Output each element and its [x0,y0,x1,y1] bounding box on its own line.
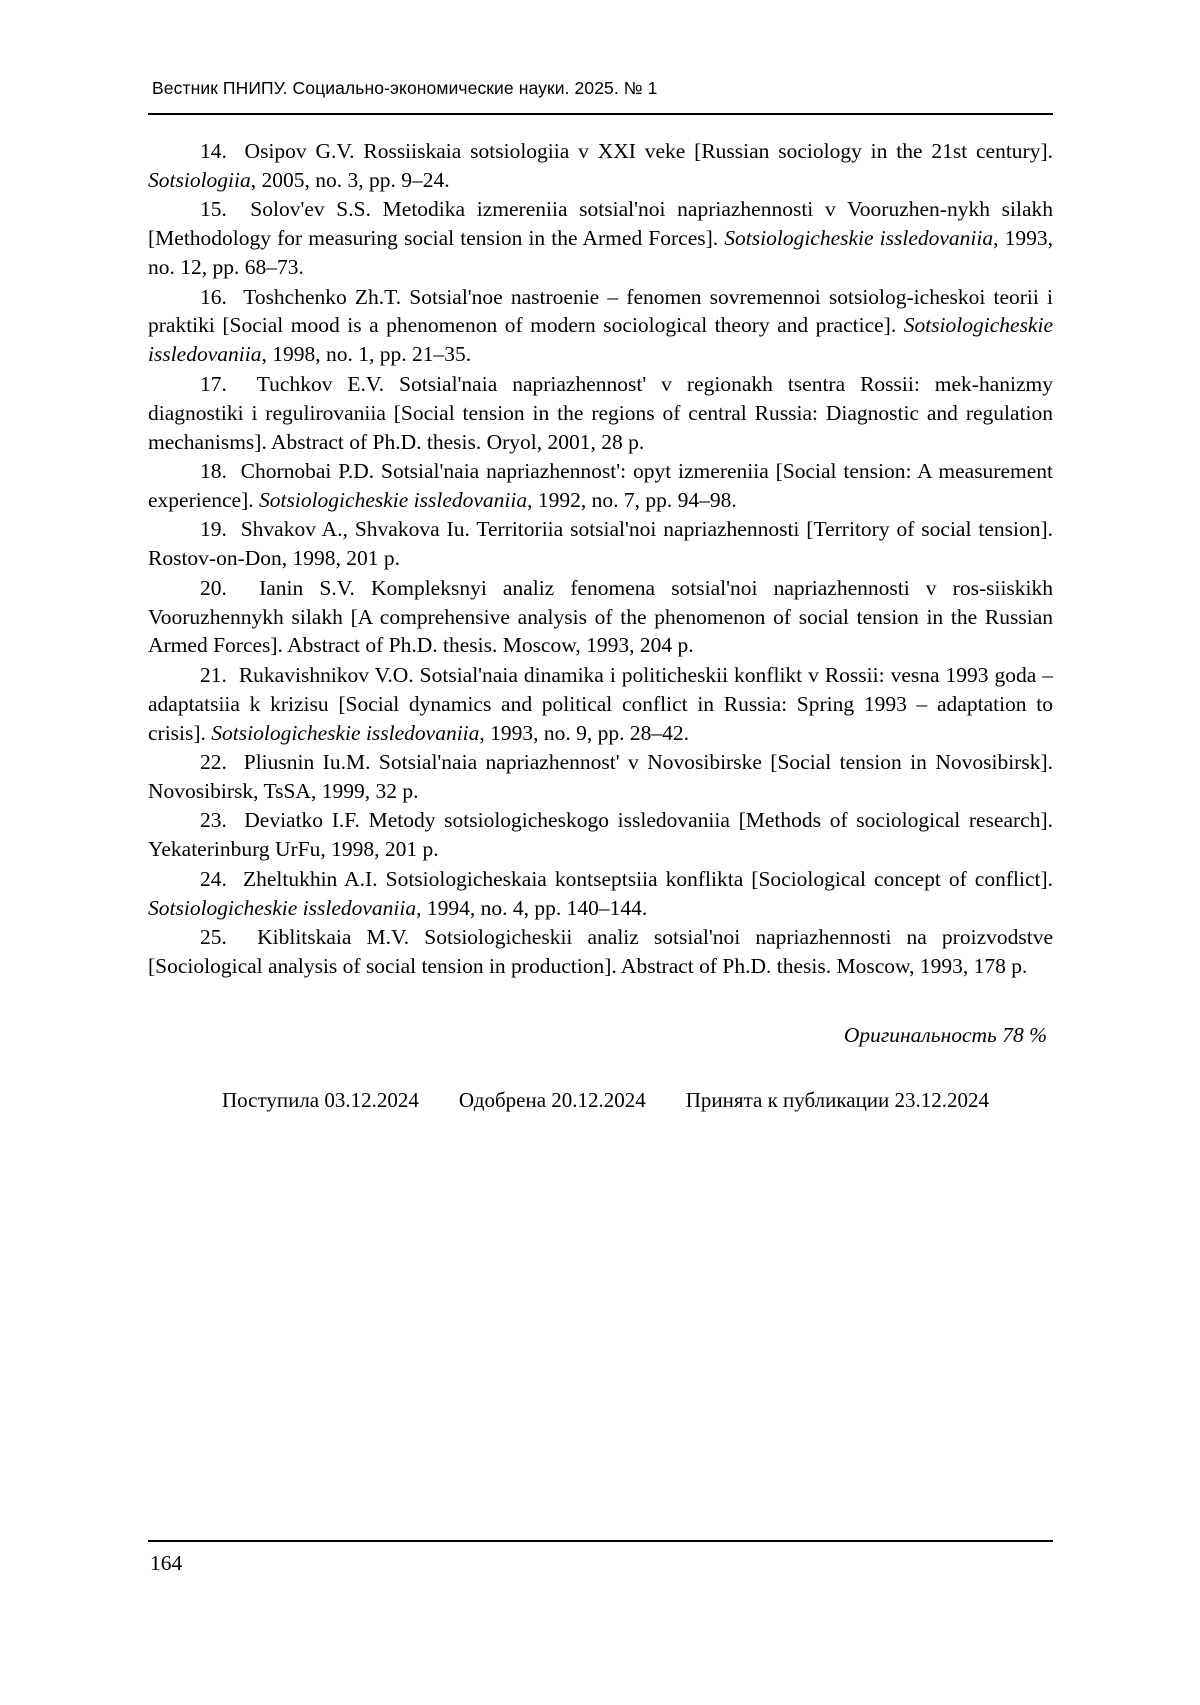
reference-text: Rukavishnikov V.O. Sotsial'naia dinamika i politicheskii konflikt v Rossii: vesna 1993 goda – adaptatsiia k krizisu [Social dynamics and political conflict in Russia: Spring 1993 – adaptation to crisis]. Sotsiologicheskie issledovaniia, 1993, no. 9, pp. 28–42. [148,662,1054,745]
page-content [148,78,1053,1113]
reference-number: 23. [200,808,227,833]
reference-text: Tuchkov E.V. Sotsial'naia napriazhennost' v regionakh tsentra Rossii: mek-hanizmy diagnostiki i regulirovaniia [Social tension in the regions of central Russia: Diagnostic and regulation mechanisms]. Abstract of Ph.D. thesis. Oryol, 2001, 28 p. [148,371,1053,454]
reference-text: Kiblitskaia M.V. Sotsiologicheskii analiz sotsial'noi napriazhennosti na proizvodstve [Sociological analysis of social tension in production]. Abstract of Ph.D. thesis. Moscow, 1993, 178 p. [148,924,1053,978]
reference-number: 17. [200,371,227,396]
reference-number: 15. [200,197,227,222]
reference-number: 20. [200,575,227,600]
reference-item [148,283,1053,370]
page-number: 164 [150,1551,183,1575]
reference-text: Ianin S.V. Kompleksnyi analiz fenomena sotsial'noi napriazhennosti v ros-siiskikh Vooruzhennykh silakh [A comprehensive analysis of the phenomenon of social tension in the Russian Armed Forces]. Abstract of Ph.D. thesis. Moscow, 1993, 204 p. [148,575,1054,658]
reference-item [148,195,1053,282]
reference-item [148,515,1053,573]
reference-text: Zheltukhin A.I. Sotsiologicheskaia kontseptsiia konflikta [Sociological concept of conflict]. Sotsiologicheskie issledovaniia, 1994, no. 4, pp. 140–144. [148,866,1054,920]
page-footer [148,1540,1053,1576]
reference-text: Osipov G.V. Rossiiskaia sotsiologiia v XXI veke [Russian sociology in the 21st century]. Sotsiologiia, 2005, no. 3, pp. 9–24. [148,139,1054,192]
reference-text: Deviatko I.F. Metody sotsiologicheskogo issledovaniia [Methods of sociological research]. Yekaterinburg UrFu, 1998, 201 p. [148,808,1053,862]
reference-number: 24. [200,866,227,891]
reference-number: 18. [200,458,227,483]
reference-text: Solov'ev S.S. Metodika izmereniia sotsial'noi napriazhennosti v Vooruzhen-nykh silakh [Methodology for measuring social tension in the Armed Forces]. Sotsiologicheskie issledovaniia, 1993, no. 12, pp. 68–73. [148,197,1054,280]
reference-text: Shvakov A., Shvakova Iu. Territoriia sotsial'noi napriazhennosti [Territory of social tension]. Rostov-on-Don, 1998, 201 p. [148,517,1053,571]
date-accepted: Принята к публикации 23.12.2024 [685,1087,990,1112]
header-rule [148,113,1053,115]
reference-number: 21. [200,662,227,687]
reference-number: 14. [200,139,227,163]
references-list [148,137,1053,981]
reference-item [148,457,1053,515]
reference-item [148,370,1053,457]
reference-text: Toshchenko Zh.T. Sotsial'noe nastroenie – fenomen sovremennoi sotsiolog-icheskoi teorii i praktiki [Social mood is a phenomenon of modern sociological theory and practice]. Sotsiologicheskie issledovaniia, 1998, no. 1, pp. 21–35. [148,284,1053,367]
reference-number: 25. [200,924,227,949]
reference-text: Chornobai P.D. Sotsial'naia napriazhennost': opyt izmereniia [Social tension: A measurement experience]. Sotsiologicheskie issledovaniia, 1992, no. 7, pp. 94–98. [148,458,1054,512]
reference-item [148,923,1053,981]
running-head: Вестник ПНИПУ. Социально-экономические науки. 2025. № 1 [152,78,658,98]
footer-rule [148,1540,1053,1542]
reference-item [148,806,1053,864]
originality-note: Оригинальность 78 % [843,1022,1047,1047]
date-submitted: Поступила 03.12.2024 [221,1087,419,1112]
reference-item [148,661,1053,748]
publication-dates [148,1088,1053,1113]
reference-item [148,865,1053,923]
reference-item [148,748,1053,806]
reference-number: 16. [200,284,227,309]
reference-number: 19. [200,517,227,542]
reference-number: 22. [200,750,227,775]
reference-item [148,137,1053,195]
date-approved: Одобрена 20.12.2024 [458,1087,646,1112]
reference-item [148,574,1053,661]
reference-text: Pliusnin Iu.M. Sotsial'naia napriazhennost' v Novosibirske [Social tension in Novosibirsk]. Novosibirsk, TsSA, 1999, 32 p. [148,750,1053,803]
